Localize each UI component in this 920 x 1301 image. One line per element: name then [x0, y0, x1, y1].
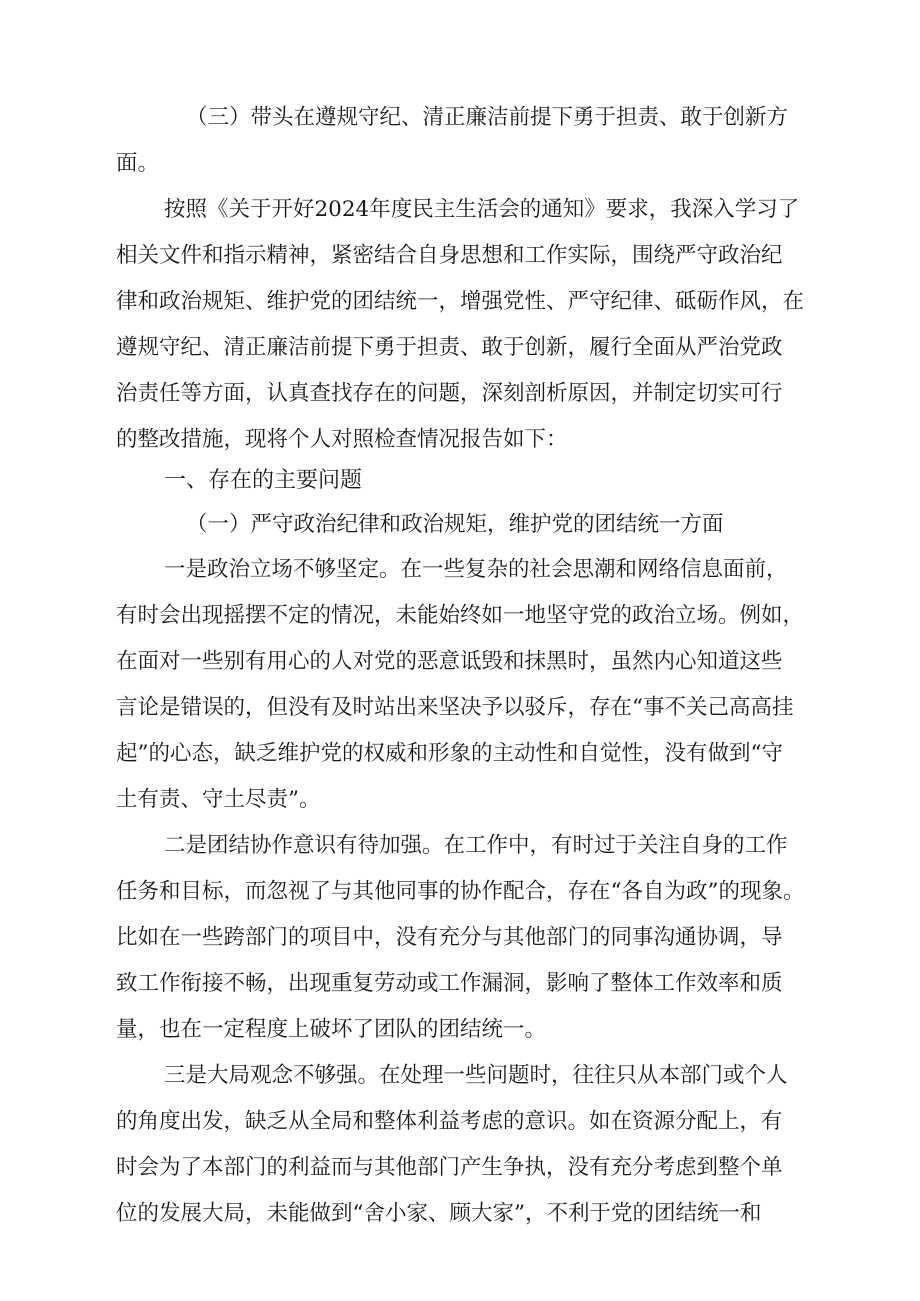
point-one-line-6: 土有责、守土尽责”。 — [116, 787, 321, 812]
section-three-title-line-2: 面。 — [116, 151, 160, 176]
point-three-line-4: 位的发展大局，未能做到“舍小家、顾大家”，不利于党的团结统一和 — [116, 1201, 762, 1226]
sub-heading-political-discipline: （一）严守政治纪律和政治规矩，维护党的团结统一方面 — [186, 512, 724, 537]
point-one-line-5: 起”的心态，缺乏维护党的权威和形象的主动性和自觉性，没有做到“守 — [116, 741, 783, 766]
point-two-line-3: 比如在一些跨部门的项目中，没有充分与其他部门的同事沟通协调，导 — [116, 925, 783, 950]
point-one-line-4: 言论是错误的，但没有及时站出来坚决予以驳斥，存在“事不关己高高挂 — [116, 695, 794, 720]
point-three-line-3: 时会为了本部门的利益而与其他部门产生争执，没有充分考虑到整个单 — [116, 1155, 783, 1180]
point-one-line-1: 一是政治立场不够坚定。在一些复杂的社会思潮和网络信息面前， — [164, 557, 788, 582]
point-three-line-2: 的角度出发，缺乏从全局和整体利益考虑的意识。如在资源分配上，有 — [116, 1109, 783, 1134]
point-three-line-1: 三是大局观念不够强。在处理一些问题时，往往只从本部门或个人 — [164, 1063, 788, 1088]
point-one-line-3: 在面对一些别有用心的人对党的恶意诋毁和抹黑时，虽然内心知道这些 — [116, 649, 783, 674]
intro-line-3: 律和政治规矩、维护党的团结统一，增强党性、严守纪律、砥砺作风，在 — [116, 289, 805, 314]
point-one-line-2: 有时会出现摇摆不定的情况，未能始终如一地坚守党的政治立场。例如， — [116, 603, 805, 628]
heading-main-problems: 一、存在的主要问题 — [164, 468, 363, 493]
intro-line-1: 按照《关于开好2024年度民主生活会的通知》要求，我深入学习了 — [164, 197, 800, 222]
intro-line-4: 遵规守纪、清正廉洁前提下勇于担责、敢于创新，履行全面从严治党政 — [116, 335, 783, 360]
intro-line-5: 治责任等方面，认真查找存在的问题，深刻剖析原因，并制定切实可行 — [116, 381, 783, 406]
point-two-line-4: 致工作衔接不畅，出现重复劳动或工作漏洞，影响了整体工作效率和质 — [116, 971, 783, 996]
point-two-line-1: 二是团结协作意识有待加强。在工作中，有时过于关注自身的工作 — [164, 833, 788, 858]
point-two-line-5: 量，也在一定程度上破坏了团队的团结统一。 — [116, 1017, 547, 1042]
point-two-line-2: 任务和目标，而忽视了与其他同事的协作配合，存在“各自为政”的现象。 — [116, 879, 805, 904]
intro-line-2: 相关文件和指示精神，紧密结合自身思想和工作实际，围绕严守政治纪 — [116, 243, 783, 268]
intro-line-6: 的整改措施，现将个人对照检查情况报告如下： — [116, 427, 568, 452]
section-three-title-line-1: （三）带头在遵规守纪、清正廉洁前提下勇于担责、敢于创新方 — [186, 105, 789, 130]
